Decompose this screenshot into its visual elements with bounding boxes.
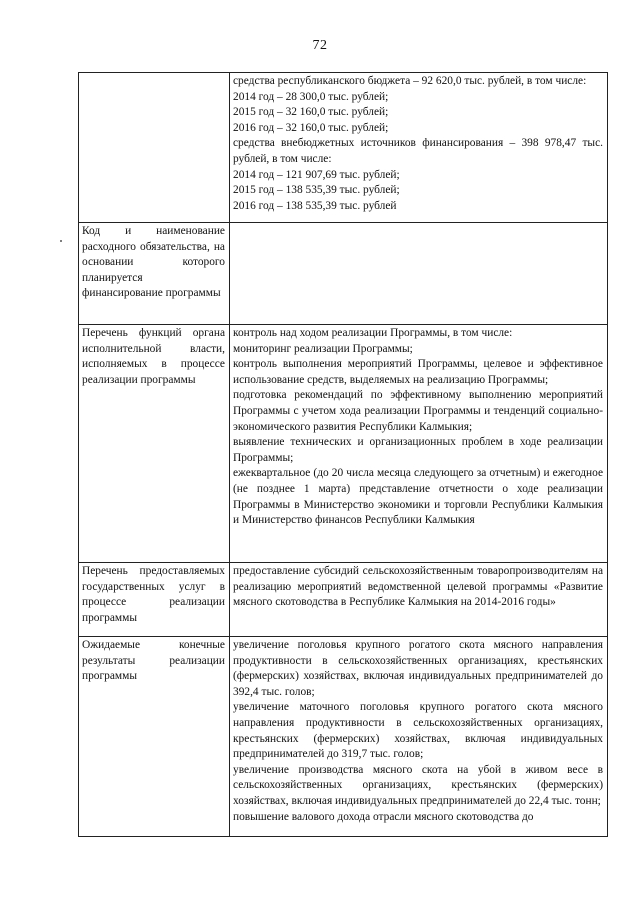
table-row-services — [79, 563, 608, 637]
content-line: 2016 год – 138 535,39 тыс. рублей — [233, 199, 397, 212]
content-line: 2015 год – 32 160,0 тыс. рублей; — [233, 106, 389, 119]
row-label: Перечень функций органа исполнительной власти, исполняемых в процессе реализации программы — [79, 325, 230, 563]
row-content — [230, 637, 608, 837]
row-label: Перечень предоставляемых государственных услуг в процессе реализации программы — [79, 563, 230, 637]
content-line: 2014 год – 121 907,69 тыс. рублей; — [233, 168, 400, 181]
content-line: увеличение производства мясного скота на убой в живом весе в сельскохозяйственных организациях, крестьянских (фермерских) хозяйствах, включая индивидуальных предпринимателей до 22,4 тыс. тонн; — [233, 763, 603, 807]
content-line: 2016 год – 32 160,0 тыс. рублей; — [233, 121, 389, 134]
table-row-results — [79, 637, 608, 837]
content-line: ежеквартальное (до 20 числа месяца следующего за отчетным) и ежегодное (не позднее 1 марта) представление отчетности о ходе реализации Программы в Министерство экономики и торговли Республики Калмыкия и Министерство финансов Республики Калмыкия — [233, 467, 603, 527]
row-label: Ожидаемые конечные результаты реализации программы — [79, 637, 230, 837]
content-line: средства республиканского бюджета – 92 620,0 тыс. рублей, в том числе: — [233, 75, 587, 87]
row-content — [230, 563, 608, 637]
content-line: 2015 год – 138 535,39 тыс. рублей; — [233, 184, 400, 197]
row-label: Код и наименование расходного обязательства, на основании которого планируется финансирование программы — [79, 223, 230, 325]
content-line: подготовка рекомендаций по эффективному выполнению мероприятий Программы с учетом хода реализации Программы и тенденций социально-экономического развития Республики Калмыкия; — [233, 389, 603, 433]
page-number: 72 — [312, 38, 328, 53]
row-content — [230, 73, 608, 223]
row-content — [230, 223, 608, 325]
content-line: повышение валового дохода отрасли мясного скотоводства до — [233, 810, 534, 823]
row-content — [230, 325, 608, 563]
content-line: средства внебюджетных источников финансирования – 398 978,47 тыс. рублей, в том числе: — [233, 137, 603, 165]
table-row-expenditure-code — [79, 223, 608, 325]
content-line: контроль над ходом реализации Программы, в том числе: — [233, 327, 513, 339]
content-line: увеличение поголовья крупного рогатого скота мясного направления продуктивности в сельскохозяйственных организациях, крестьянских (фермерских) хозяйствах, включая индивидуальных предпринимателей до 392,4 тыс. голов; — [233, 639, 603, 698]
table-row-functions — [79, 325, 608, 563]
content-line: 2014 год – 28 300,0 тыс. рублей; — [233, 90, 389, 103]
content-line: предоставление субсидий сельскохозяйственным товаропроизводителям на реализацию мероприятий ведомственной целевой программы «Развитие мясного скотоводства в Республике Калмыкия на 2014-2016 годы» — [233, 565, 603, 609]
scan-speck — [60, 240, 62, 242]
content-line: контроль выполнения мероприятий Программы, целевое и эффективное использование средств, выделяемых на реализацию Программы; — [233, 358, 603, 386]
program-passport-table — [78, 72, 608, 837]
row-label — [79, 73, 230, 223]
content-line: выявление технических и организационных проблем в ходе реализации Программы; — [233, 436, 603, 464]
content-line: мониторинг реализации Программы; — [233, 342, 413, 355]
content-line: увеличение маточного поголовья крупного рогатого скота мясного направления продуктивности в сельскохозяйственных организациях, крестьянских (фермерских) хозяйствах, включая индивидуальных предпринимателей до 319,7 тыс. голов; — [233, 701, 603, 761]
table-row-funding — [79, 73, 608, 223]
